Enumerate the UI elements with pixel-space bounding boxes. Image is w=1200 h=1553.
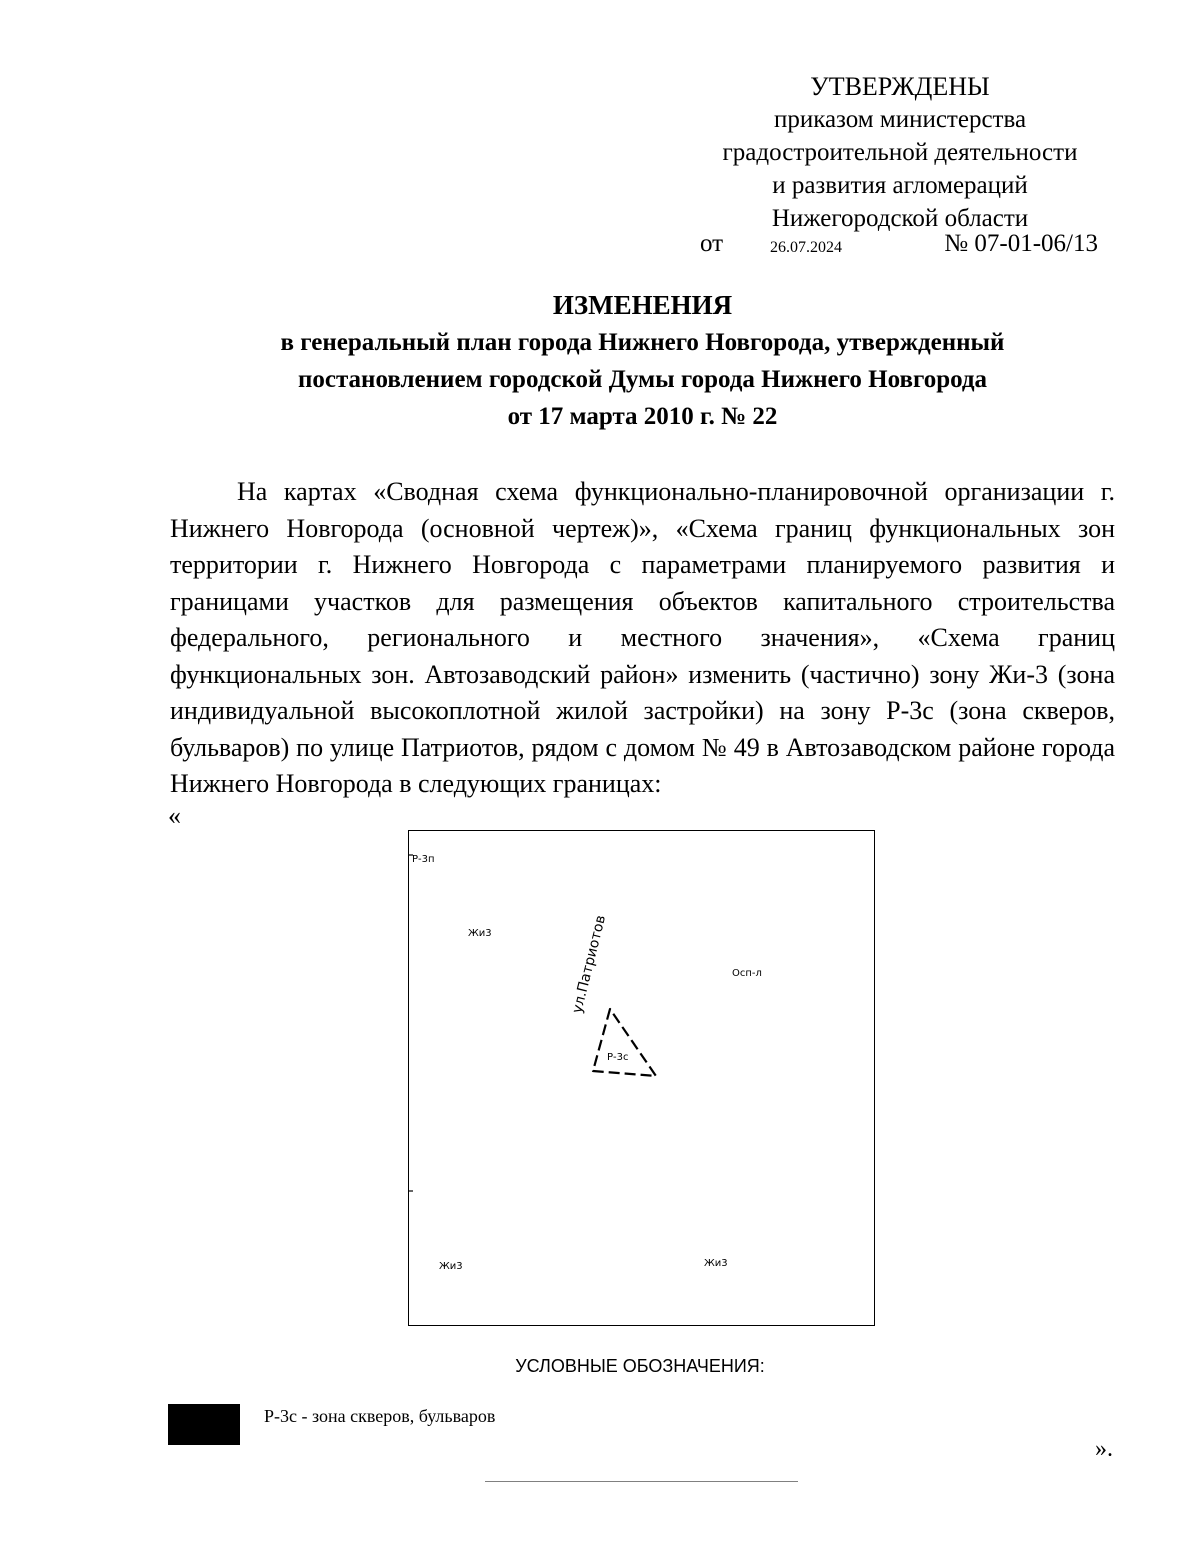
title-main: ИЗМЕНЕНИЯ [552,290,733,320]
approval-line-3: и развития агломераций [772,172,1028,199]
r3s-zone-boundary [593,1009,656,1076]
map-label-zhi3-bottom-left: Жи3 [439,1261,463,1272]
map-label-zhi3-top-left: Жи3 [468,928,492,939]
map-label-r3s: Р-3с [607,1052,629,1063]
body-paragraph: На картах «Сводная схема функционально-планировочной организации г. Нижнего Новгорода (основной чертеж)», «Схема границ функциональных зон территории г. Нижнего Новгорода с параметрами планируемого развития и границами участков для размещения объектов капитального строительства федерального, регионального и местного значения», «Схема границ функциональных зон. Автозаводский район» изменить (частично) зону Жи-3 (зона индивидуальной высокоплотной жилой застройки) на зону Р-3с (зона скверов, бульваров) по улице Патриотов, рядом с домом № 49 в Автозаводском районе города Нижнего Новгорода в следующих границах: [170,477,1115,798]
approval-status: УТВЕРЖДЕНЫ [810,72,990,101]
map-label-zhi3-bottom-right: Жи3 [704,1258,728,1269]
map-label-p3p: Р-3п [412,854,435,865]
approval-line-1: приказом министерства [773,106,1027,133]
order-number: № 07-01-06/13 [944,230,1098,257]
legend-swatch-r3s [168,1404,240,1445]
street-label-patriotov: ул.Патриотов [569,913,610,1015]
title-line-3: от 17 марта 2010 г. № 22 [507,403,778,430]
approval-line-2: градостроительной деятельности [722,139,1078,166]
quote-open: « [168,801,181,830]
document-title [170,287,1115,435]
approval-line-4: Нижегородской области [771,205,1029,232]
order-details [700,230,1110,264]
quote-close: ». [1095,1436,1113,1462]
zone-map-drawing [409,831,876,1327]
legend-item-r3s: Р-3с - зона скверов, бульваров [264,1406,496,1426]
approval-block [690,70,1110,235]
zone-map [408,830,875,1326]
footer-divider [485,1481,798,1482]
title-line-2: постановлением городской Думы города Нижнего Новгорода [297,366,988,393]
legend-heading: УСЛОВНЫЕ ОБОЗНАЧЕНИЯ: [515,1356,765,1376]
title-line-1: в генеральный план города Нижнего Новгорода, утвержденный [280,329,1005,356]
order-from-label: от [700,230,724,257]
order-date: 26.07.2024 [770,239,842,256]
map-label-osp-l: Осп-л [732,968,762,979]
